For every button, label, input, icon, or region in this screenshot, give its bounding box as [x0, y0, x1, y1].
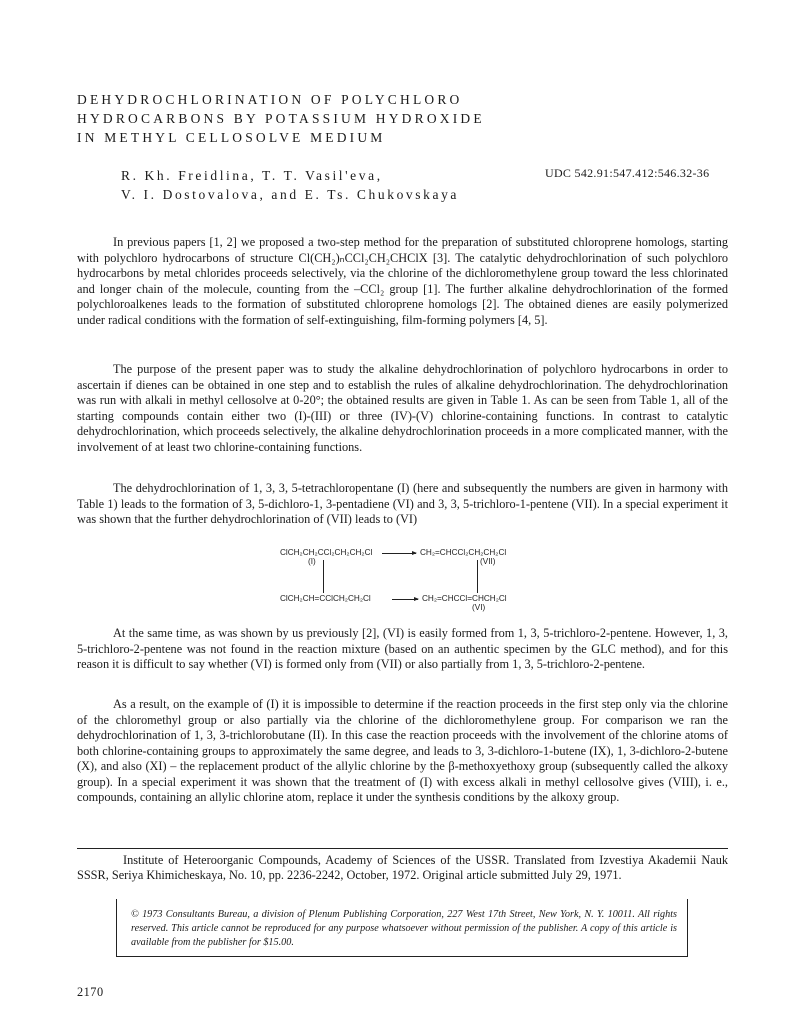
paragraph-text: In previous papers [1, 2] we proposed a two-step method for the preparation of substituted chloroprene homologs, starting with polychloro hydrocarbons of structure Cl(CH₂)ₙCCl₂CH₂CHClX [3]. The catalytic dehydrochlorination of such polychloro hydrocarbons by metal chlorides proceeds selectively, via the chlorine of the dichloromethylene group toward the less chlorinated and longer chain of the molecule, counting from the –CCl₂ group [1]. The further alkaline dehydrochlorination of the formed polychloroalkenes leads to the formation of substituted chloroprene homologs [2]. The obtained dienes are easily polymerized under radical conditions with the formation of self-extinguishing, film-forming polymers [4, 5].	[77, 235, 728, 327]
paragraph-text: The purpose of the present paper was to study the alkaline dehydrochlorination of polychloro hydrocarbons in order to ascertain if dienes can be obtained in one step and to establish the rules of alkaline dehydrochlorination. The dehydrochlorination was run with alkali in methyl cellosolve at 0-20°; the obtained results are given in Table 1. As can be seen from Table 1, all of the starting compounds contain either two (I)-(III) or three (IV)-(V) chlorine-containing functions. In contrast to catalytic dehydrochlorination, which proceeds selectively, the alkaline dehydrochlorination proceeds in a more complicated manner, with the involvement of at least two chlorine-containing functions.	[77, 362, 728, 454]
scheme-compound-VI: CH₂=CHCCl=CHCH₂Cl	[422, 594, 507, 603]
scheme-compound-I: ClCH₂CH₂CCl₂CH₂CH₂Cl	[280, 548, 373, 557]
paragraph-purpose	[77, 362, 728, 455]
copyright-notice: © 1973 Consultants Bureau, a division of Plenum Publishing Corporation, 227 West 17th Street, New York, N. Y. 10011. All rights reserved. This article cannot be reproduced for any purpose whatsoever without permission of the publisher. A copy of this article is available from the publisher for $15.00.	[131, 909, 677, 948]
paragraph-intro	[77, 235, 728, 328]
footnote-divider	[77, 848, 728, 849]
article-title	[77, 90, 677, 147]
paragraph-result	[77, 697, 728, 806]
paragraph-text: As a result, on the example of (I) it is impossible to determine if the reaction proceeds in the first step only via the chlorine of the chloromethyl group or also partially via the chlorine of the dichloromethylene group. For comparison we ran the dehydrochlorination of 1, 3, 3-trichlorobutane (II). In this case the reaction proceeds with the involvement of the chlorine atoms of both chlorine-containing groups to approximately the same degree, and leads to 3, 3-dichloro-1-butene (IX), 1, 3-dichloro-2-butene (X), and also (XI) – the replacement product of the allylic chlorine by the β-methoxyethoxy group (subsequently called the alkoxy group). In a special experiment it was shown that the treatment of (I) with excess alkali in methyl cellosolve gives (VIII), i. e., compounds, containing an allylic chlorine atom, replace it under the synthesis conditions by the alkoxy group.	[77, 697, 728, 804]
scheme-label-VI: (VI)	[472, 603, 486, 612]
title-line: DEHYDROCHLORINATION OF POLYCHLORO	[77, 92, 463, 107]
reaction-scheme	[280, 548, 580, 610]
scheme-label-I: (I)	[308, 557, 316, 566]
udc-code: UDC 542.91:547.412:546.32-36	[545, 166, 710, 180]
page-number: 2170	[77, 985, 104, 999]
author-list	[121, 166, 571, 204]
footnote	[77, 853, 728, 883]
author-line: V. I. Dostovalova, and E. Ts. Chukovskaya	[121, 187, 460, 202]
paragraph-text: At the same time, as was shown by us previously [2], (VI) is easily formed from 1, 3, 5-trichloro-2-pentene. However, 1, 3, 5-trichloro-2-pentene was not found in the reaction mixture (based on an authentic specimen by the GLC method), and for this reason it is difficult to say whether (VI) is formed only from (VII) or also partially from 1, 3, 5-trichloro-2-pentene.	[77, 626, 728, 671]
footnote-text: Institute of Heteroorganic Compounds, Academy of Sciences of the USSR. Translated from Izvestiya Akademii Nauk SSSR, Seriya Khimicheskaya, No. 10, pp. 2236-2242, October, 1972. Original article submitted July 29, 1971.	[77, 853, 728, 882]
scheme-arrow-right	[382, 553, 416, 554]
scheme-arrow-down	[323, 560, 324, 593]
scheme-label-VII: (VII)	[480, 557, 496, 566]
title-line: IN METHYL CELLOSOLVE MEDIUM	[77, 130, 386, 145]
scheme-compound-butene: ClCH₂CH=CClCH₂CH₂Cl	[280, 594, 371, 603]
scheme-arrow-down	[477, 560, 478, 593]
paragraph-text: The dehydrochlorination of 1, 3, 3, 5-tetrachloropentane (I) (here and subsequently the numbers are given in harmony with Table 1) leads to the formation of 3, 5-dichloro-1, 3-pentadiene (VI) and 3, 3, 5-trichloro-1-pentene (VII). In a special experiment it was shown that the further dehydrochlorination of (VII) leads to (VI)	[77, 481, 728, 526]
author-line: R. Kh. Freidlina, T. T. Vasil'eva,	[121, 168, 383, 183]
paragraph-tetrachloropentane	[77, 481, 728, 528]
paragraph-trichloropentene	[77, 626, 728, 673]
title-line: HYDROCARBONS BY POTASSIUM HYDROXIDE	[77, 111, 485, 126]
scheme-compound-VII: CH₂=CHCCl₂CH₂CH₂Cl	[420, 548, 507, 557]
scheme-arrow-right	[392, 599, 418, 600]
